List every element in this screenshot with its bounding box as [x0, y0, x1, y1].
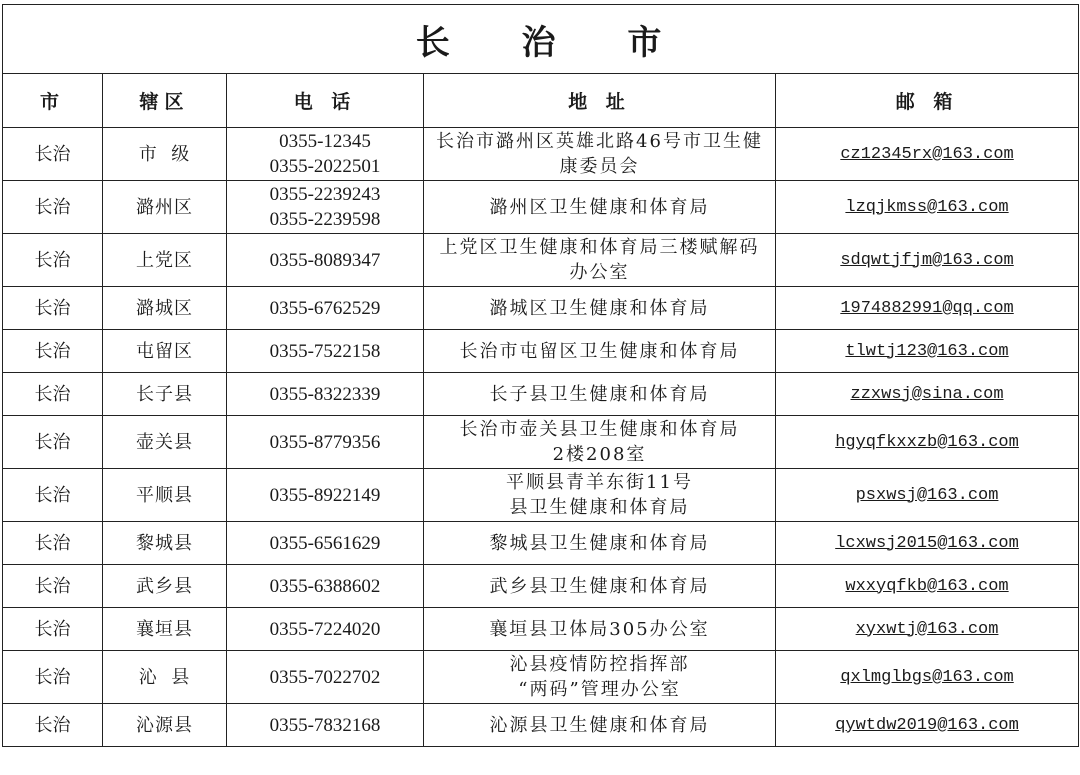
cell-phone — [227, 373, 424, 416]
cell-phone — [227, 181, 424, 234]
cell-district: 沁源县 — [103, 704, 227, 747]
cell-phone — [227, 416, 424, 469]
email-link[interactable]: lzqjkmss@163.com — [845, 197, 1009, 217]
email-link[interactable]: sdqwtjfjm@163.com — [840, 250, 1014, 270]
cell-address — [424, 565, 776, 608]
cell-district: 壶关县 — [103, 416, 227, 469]
table-row — [3, 128, 1079, 181]
cell-phone — [227, 651, 424, 704]
email-link[interactable]: xyxwtj@163.com — [855, 619, 999, 639]
address-line: 潞州区卫生健康和体育局 — [489, 196, 710, 218]
phone-number: 0355-12345 — [279, 131, 371, 152]
cell-address — [424, 330, 776, 373]
cell-address — [424, 608, 776, 651]
cell-city: 长治 — [3, 234, 103, 287]
phone-number: 0355-6762529 — [269, 297, 381, 319]
cell-city: 长治 — [3, 608, 103, 651]
cell-district: 屯留区 — [103, 330, 227, 373]
address-line: 2楼208室 — [552, 444, 647, 465]
phone-number: 0355-2239243 — [269, 184, 381, 205]
cell-address — [424, 234, 776, 287]
table-body — [3, 128, 1079, 747]
table-title: 长 治 市 — [3, 5, 1079, 74]
cell-district: 武乡县 — [103, 565, 227, 608]
cell-district: 沁 县 — [103, 651, 227, 704]
table-row — [3, 704, 1079, 747]
cell-email — [776, 181, 1079, 234]
cell-email — [776, 565, 1079, 608]
table-row — [3, 373, 1079, 416]
cell-email — [776, 704, 1079, 747]
phone-number: 0355-6561629 — [269, 532, 381, 554]
header-address: 地 址 — [424, 74, 776, 128]
table-row — [3, 608, 1079, 651]
cell-address — [424, 469, 776, 522]
header-city: 市 — [3, 74, 103, 128]
cell-phone — [227, 522, 424, 565]
cell-city: 长治 — [3, 181, 103, 234]
phone-number: 0355-8089347 — [269, 249, 381, 271]
phone-number: 0355-8322339 — [269, 383, 381, 405]
table-row — [3, 469, 1079, 522]
title-row — [3, 5, 1079, 74]
header-district: 辖区 — [103, 74, 227, 128]
address-line: 县卫生健康和体育局 — [509, 497, 690, 518]
phone-number: 0355-8779356 — [269, 431, 381, 453]
cell-address — [424, 416, 776, 469]
email-link[interactable]: psxwsj@163.com — [855, 485, 999, 505]
address-line: 黎城县卫生健康和体育局 — [489, 532, 710, 554]
cell-email — [776, 373, 1079, 416]
header-phone: 电 话 — [227, 74, 424, 128]
cell-email — [776, 128, 1079, 181]
cell-district: 襄垣县 — [103, 608, 227, 651]
cell-city: 长治 — [3, 287, 103, 330]
cell-city: 长治 — [3, 704, 103, 747]
table-row — [3, 565, 1079, 608]
email-link[interactable]: tlwtj123@163.com — [845, 341, 1009, 361]
cell-phone — [227, 234, 424, 287]
phone-number: 0355-2022501 — [269, 156, 381, 177]
cell-phone — [227, 704, 424, 747]
cell-district: 市 级 — [103, 128, 227, 181]
cell-address — [424, 181, 776, 234]
header-row — [3, 74, 1079, 128]
cell-district: 上党区 — [103, 234, 227, 287]
cell-phone — [227, 469, 424, 522]
address-line: 襄垣县卫体局305办公室 — [489, 618, 710, 640]
email-link[interactable]: qxlmglbgs@163.com — [840, 667, 1014, 687]
cell-district: 潞城区 — [103, 287, 227, 330]
cell-city: 长治 — [3, 565, 103, 608]
cell-phone — [227, 128, 424, 181]
cell-district: 潞州区 — [103, 181, 227, 234]
cell-city: 长治 — [3, 651, 103, 704]
table-row — [3, 651, 1079, 704]
cell-city: 长治 — [3, 128, 103, 181]
email-link[interactable]: qywtdw2019@163.com — [835, 715, 1019, 735]
cell-phone — [227, 287, 424, 330]
cell-address — [424, 128, 776, 181]
address-line: 潞城区卫生健康和体育局 — [489, 297, 710, 319]
cell-email — [776, 608, 1079, 651]
cell-city: 长治 — [3, 522, 103, 565]
address-line: 长治市壶关县卫生健康和体育局 — [459, 419, 740, 440]
address-line: “两码”管理办公室 — [518, 679, 681, 700]
address-line: 长治市屯留区卫生健康和体育局 — [459, 340, 740, 362]
email-link[interactable]: hgyqfkxxzb@163.com — [835, 432, 1019, 452]
address-line: 沁源县卫生健康和体育局 — [489, 714, 710, 736]
email-link[interactable]: cz12345rx@163.com — [840, 144, 1014, 164]
email-link[interactable]: 1974882991@qq.com — [840, 298, 1014, 318]
phone-number: 0355-7522158 — [269, 340, 381, 362]
cell-address — [424, 287, 776, 330]
table-row — [3, 522, 1079, 565]
cell-address — [424, 522, 776, 565]
table-row — [3, 416, 1079, 469]
phone-number: 0355-7832168 — [269, 714, 381, 736]
contact-table — [2, 4, 1079, 747]
cell-city: 长治 — [3, 469, 103, 522]
address-line: 长治市潞州区英雄北路46号市卫生健 — [436, 131, 763, 152]
cell-city: 长治 — [3, 416, 103, 469]
table-row — [3, 234, 1079, 287]
address-line: 武乡县卫生健康和体育局 — [489, 575, 710, 597]
address-line: 平顺县青羊东街11号 — [506, 472, 693, 493]
cell-phone — [227, 608, 424, 651]
address-line: 办公室 — [569, 262, 630, 283]
phone-number: 0355-7224020 — [269, 618, 381, 640]
cell-district: 长子县 — [103, 373, 227, 416]
address-line: 上党区卫生健康和体育局三楼赋解码 — [439, 237, 760, 258]
cell-address — [424, 651, 776, 704]
address-line: 康委员会 — [559, 156, 640, 177]
cell-phone — [227, 330, 424, 373]
cell-phone — [227, 565, 424, 608]
cell-email — [776, 330, 1079, 373]
cell-city: 长治 — [3, 330, 103, 373]
cell-email — [776, 234, 1079, 287]
cell-address — [424, 704, 776, 747]
cell-city: 长治 — [3, 373, 103, 416]
address-line: 长子县卫生健康和体育局 — [489, 383, 710, 405]
cell-email — [776, 522, 1079, 565]
phone-number: 0355-2239598 — [269, 209, 381, 230]
email-link[interactable]: lcxwsj2015@163.com — [835, 533, 1019, 553]
email-link[interactable]: zzxwsj@sina.com — [850, 384, 1004, 404]
cell-address — [424, 373, 776, 416]
table-row — [3, 287, 1079, 330]
address-line: 沁县疫情防控指挥部 — [509, 654, 690, 675]
cell-email — [776, 469, 1079, 522]
cell-email — [776, 416, 1079, 469]
table-row — [3, 181, 1079, 234]
phone-number: 0355-8922149 — [269, 484, 381, 506]
cell-district: 平顺县 — [103, 469, 227, 522]
cell-district: 黎城县 — [103, 522, 227, 565]
phone-number: 0355-7022702 — [269, 666, 381, 688]
contact-table-sheet — [2, 4, 1078, 747]
header-email: 邮 箱 — [776, 74, 1079, 128]
cell-email — [776, 651, 1079, 704]
cell-email — [776, 287, 1079, 330]
email-link[interactable]: wxxyqfkb@163.com — [845, 576, 1009, 596]
phone-number: 0355-6388602 — [269, 575, 381, 597]
table-row — [3, 330, 1079, 373]
